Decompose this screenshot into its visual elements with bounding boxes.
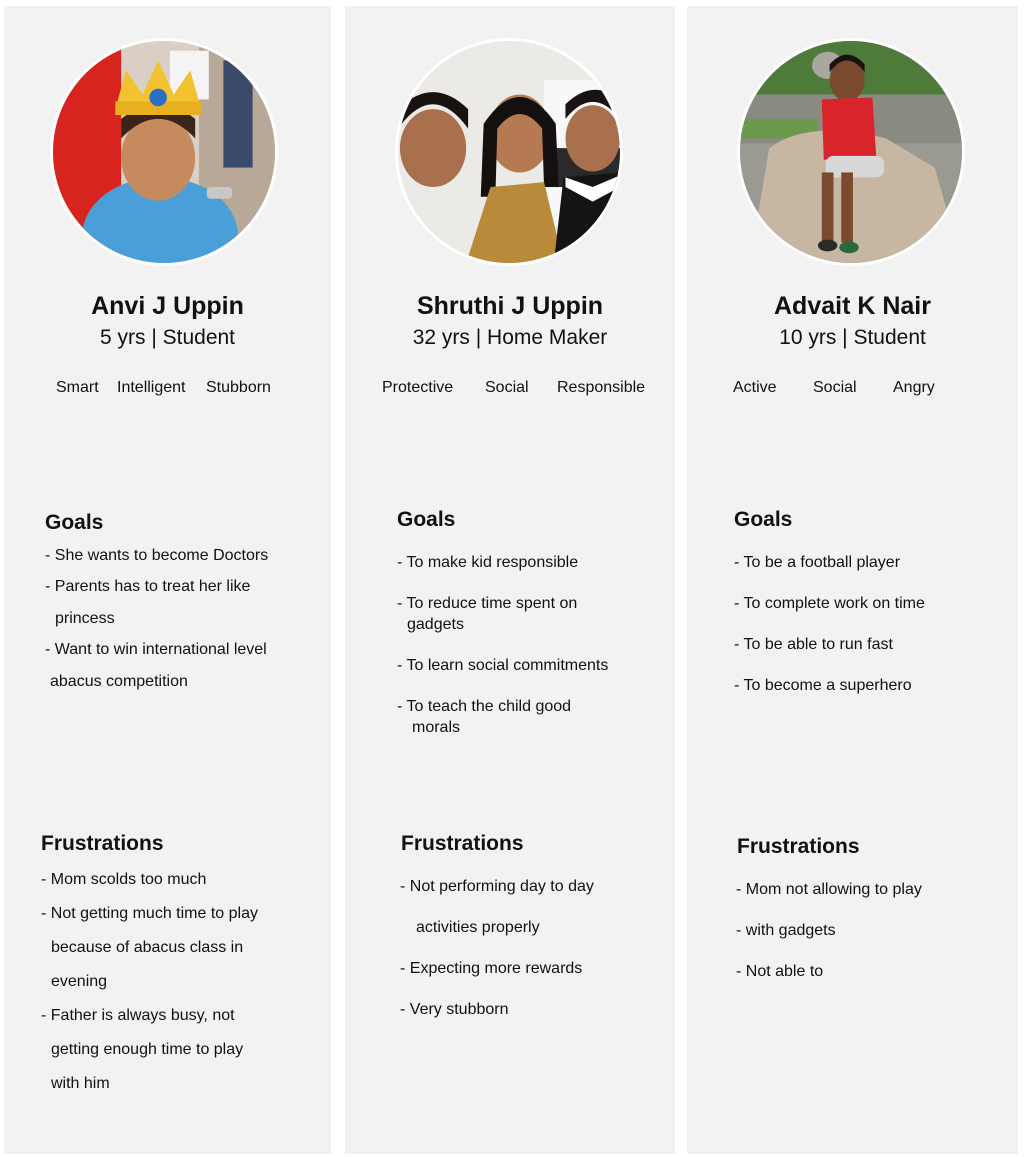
persona-photo: [737, 38, 965, 266]
frustrations-heading: Frustrations: [41, 832, 164, 855]
goal-item: - To complete work on time: [734, 595, 925, 612]
frustration-item: - Not performing day to day: [400, 878, 594, 895]
goal-item: princess: [55, 610, 115, 627]
persona-age-role: 10 yrs | Student: [779, 326, 926, 349]
persona-card-advait: [687, 6, 1018, 1154]
trait-tag: Stubborn: [206, 379, 271, 396]
trait-tag: Smart: [56, 379, 99, 396]
frustration-item: evening: [51, 973, 108, 990]
goals-heading: Goals: [734, 508, 793, 531]
frustrations-heading: Frustrations: [401, 832, 524, 855]
frustration-item: because of abacus class in: [51, 939, 244, 956]
goal-item: abacus competition: [50, 673, 188, 690]
frustration-item: - Very stubborn: [400, 1001, 509, 1018]
goals-heading: Goals: [45, 511, 104, 534]
frustration-item: - Mom scolds too much: [41, 871, 207, 888]
trait-tag: Angry: [893, 379, 935, 396]
goal-item: - To reduce time spent on: [397, 595, 578, 612]
persona-name: Shruthi J Uppin: [416, 292, 604, 320]
frustrations-heading: Frustrations: [737, 835, 860, 858]
frustration-item: - with gadgets: [736, 922, 836, 939]
frustration-item: activities properly: [416, 919, 540, 936]
frustration-item: - Not able to: [736, 963, 824, 980]
goals-heading: Goals: [397, 508, 456, 531]
frustration-item: with him: [51, 1075, 110, 1092]
goal-item: - To teach the child good: [397, 698, 572, 715]
persona-name: Anvi J Uppin: [91, 292, 244, 320]
persona-card-anvi: [4, 6, 331, 1154]
trait-tag: Intelligent: [117, 379, 186, 396]
goal-item: - To become a superhero: [734, 677, 912, 694]
persona-photo: [50, 38, 278, 266]
goal-item: - To be able to run fast: [734, 636, 893, 653]
goal-item: - Parents has to treat her like: [45, 578, 251, 595]
frustration-item: - Expecting more rewards: [400, 960, 583, 977]
trait-tag: Responsible: [557, 379, 646, 396]
frustration-item: - Mom not allowing to play: [736, 881, 922, 898]
goal-item: morals: [412, 719, 461, 736]
persona-name: Advait K Nair: [774, 292, 931, 320]
persona-card-shruthi: [345, 6, 675, 1154]
goal-item: - To make kid responsible: [397, 554, 579, 571]
persona-photo: [395, 38, 623, 266]
frustration-item: - Father is always busy, not: [41, 1007, 235, 1024]
frustration-item: getting enough time to play: [51, 1041, 244, 1058]
trait-tag: Active: [733, 379, 777, 396]
goal-item: - Want to win international level: [45, 641, 267, 658]
trait-tag: Protective: [382, 379, 454, 396]
goal-item: - She wants to become Doctors: [45, 547, 269, 564]
goal-item: - To be a football player: [734, 554, 901, 571]
trait-tag: Social: [813, 379, 857, 396]
persona-age-role: 5 yrs | Student: [99, 326, 236, 349]
trait-tag: Social: [485, 379, 529, 396]
frustration-item: - Not getting much time to play: [41, 905, 258, 922]
persona-age-role: 32 yrs | Home Maker: [412, 326, 608, 349]
goal-item: - To learn social commitments: [397, 657, 609, 674]
goal-item: gadgets: [407, 616, 464, 633]
